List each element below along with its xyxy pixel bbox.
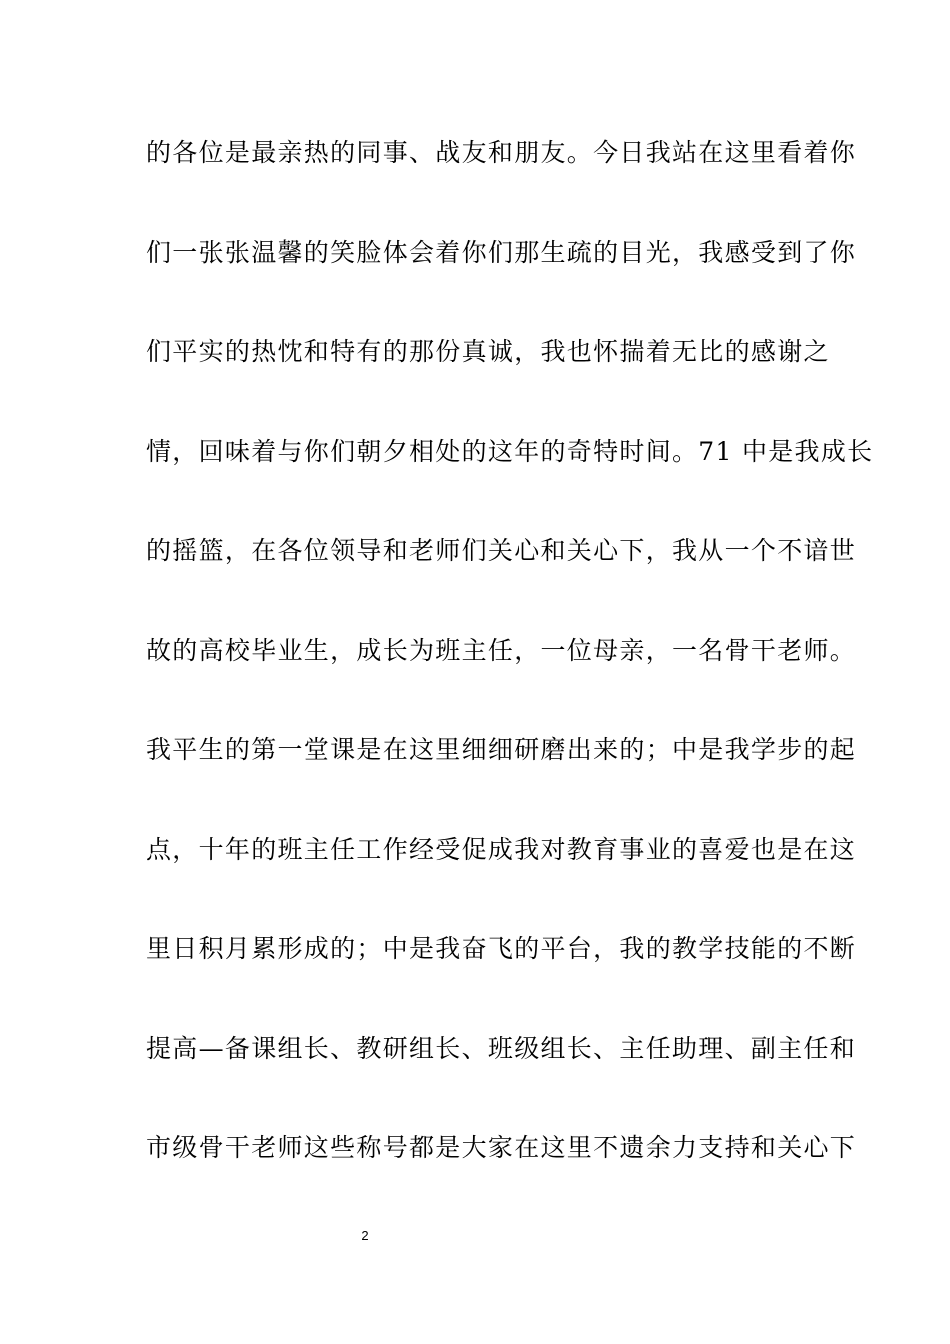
- text-line: 点，十年的班主任工作经受促成我对教育事业的喜爱也是在这: [146, 834, 857, 864]
- text-line: 提高—备课组长、教研组长、班级组长、主任助理、副主任和: [146, 1033, 857, 1063]
- text-line: 的各位是最亲热的同事、战友和朋友。今日我站在这里看着你: [146, 138, 857, 167]
- text-line: 里日积月累形成的；中是我奋飞的平台，我的教学技能的不断: [146, 934, 857, 963]
- body-text: [146, 124, 874, 1219]
- text-line: 故的高校毕业生，成长为班主任，一位母亲，一名骨干老师。: [146, 635, 857, 665]
- text-line: 的摇篮，在各位领导和老师们关心和关心下，我从一个不谙世: [146, 536, 857, 565]
- text-line: 市级骨干老师这些称号都是大家在这里不遗余力支持和关心下: [146, 1133, 857, 1162]
- text-line: 情，回味着与你们朝夕相处的这年的奇特时间。71 中是我成长: [146, 436, 874, 466]
- text-line: 们平实的热忱和特有的那份真诚，我也怀揣着无比的感谢之: [146, 337, 830, 366]
- text-line: 们一张张温馨的笑脸体会着你们那生疏的目光，我感受到了你: [146, 237, 857, 267]
- page-number: 2: [361, 1228, 369, 1243]
- text-line: 我平生的第一堂课是在这里细细研磨出来的；中是我学步的起: [146, 735, 857, 764]
